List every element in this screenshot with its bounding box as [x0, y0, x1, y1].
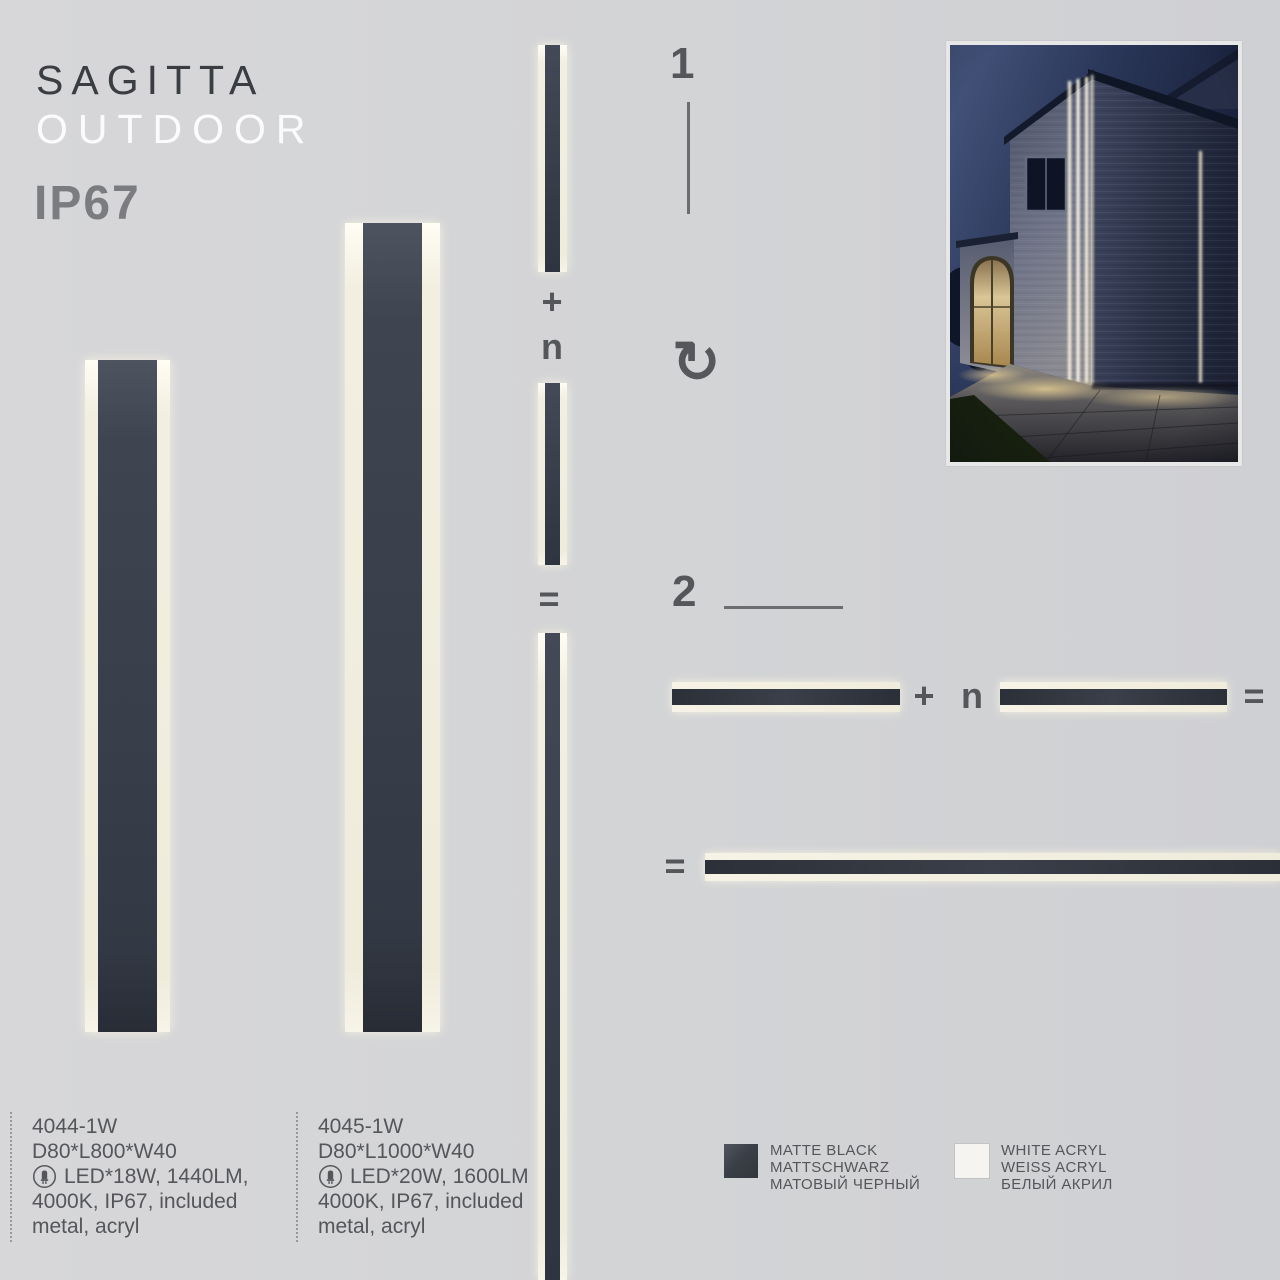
- matte-black-body: [98, 360, 157, 1032]
- matte-black-labels: MATTE BLACK MATTSCHWARZ МАТОВЫЙ ЧЕРНЫЙ: [770, 1142, 921, 1193]
- equals-symbol: =: [664, 845, 686, 886]
- collection-title: OUTDOOR: [36, 106, 316, 152]
- product-code: 4044-1W: [32, 1115, 118, 1138]
- plus-symbol: +: [913, 675, 935, 716]
- product-detail: 4000K, IP67, included: [318, 1190, 524, 1213]
- brand-title: SAGITTA: [36, 57, 265, 103]
- equals-symbol: =: [538, 578, 560, 619]
- product-material: metal, acryl: [318, 1215, 426, 1238]
- acryl-edge-left: [85, 360, 98, 1032]
- module-strip-horizontal-1: [672, 682, 900, 712]
- n-symbol: n: [541, 326, 563, 367]
- house-at-dusk-illustration: [950, 45, 1238, 462]
- product-detail: 4000K, IP67, included: [32, 1190, 238, 1213]
- acryl-edge-right: [422, 223, 440, 1032]
- module-strip-horizontal-result: [705, 853, 1280, 881]
- step-two-label: 2: [672, 567, 697, 616]
- product-power: LED*18W, 1440LM,: [64, 1165, 249, 1188]
- product-material: metal, acryl: [32, 1215, 140, 1238]
- module-strip-horizontal-2: [1000, 682, 1227, 712]
- spec-block-4045: [318, 1114, 578, 1239]
- spec-block-4044: [32, 1114, 292, 1239]
- n-symbol: n: [961, 675, 983, 716]
- matte-black-swatch: [724, 1144, 758, 1178]
- white-acryl-labels: WHITE ACRYL WEISS ACRYL БЕЛЫЙ АКРИЛ: [1001, 1142, 1113, 1193]
- equals-symbol: =: [1243, 675, 1265, 716]
- application-photo: [946, 41, 1242, 466]
- module-strip-vertical-2: [538, 383, 567, 565]
- spec-divider: [10, 1112, 12, 1242]
- fixture-4045-render: [345, 223, 440, 1032]
- module-strip-vertical-1: [538, 45, 567, 272]
- fixture-4044-render: [85, 360, 170, 1032]
- step-one-label: 1: [670, 39, 695, 88]
- step-one-line: [687, 102, 690, 214]
- bulb-icon: [318, 1164, 343, 1189]
- product-code: 4045-1W: [318, 1115, 404, 1138]
- white-acryl-swatch: [955, 1144, 989, 1178]
- ip-rating: IP67: [34, 177, 141, 230]
- acryl-edge-right: [157, 360, 170, 1032]
- spec-divider: [296, 1112, 298, 1242]
- plus-symbol: +: [541, 281, 563, 322]
- acryl-edge-left: [345, 223, 363, 1032]
- matte-black-body: [363, 223, 422, 1032]
- rotate-icon: ↻: [672, 330, 721, 395]
- product-size: D80*L800*W40: [32, 1140, 177, 1163]
- step-two-line: [724, 606, 843, 609]
- product-power: LED*20W, 1600LM: [350, 1165, 529, 1188]
- bulb-icon: [32, 1164, 57, 1189]
- product-size: D80*L1000*W40: [318, 1140, 475, 1163]
